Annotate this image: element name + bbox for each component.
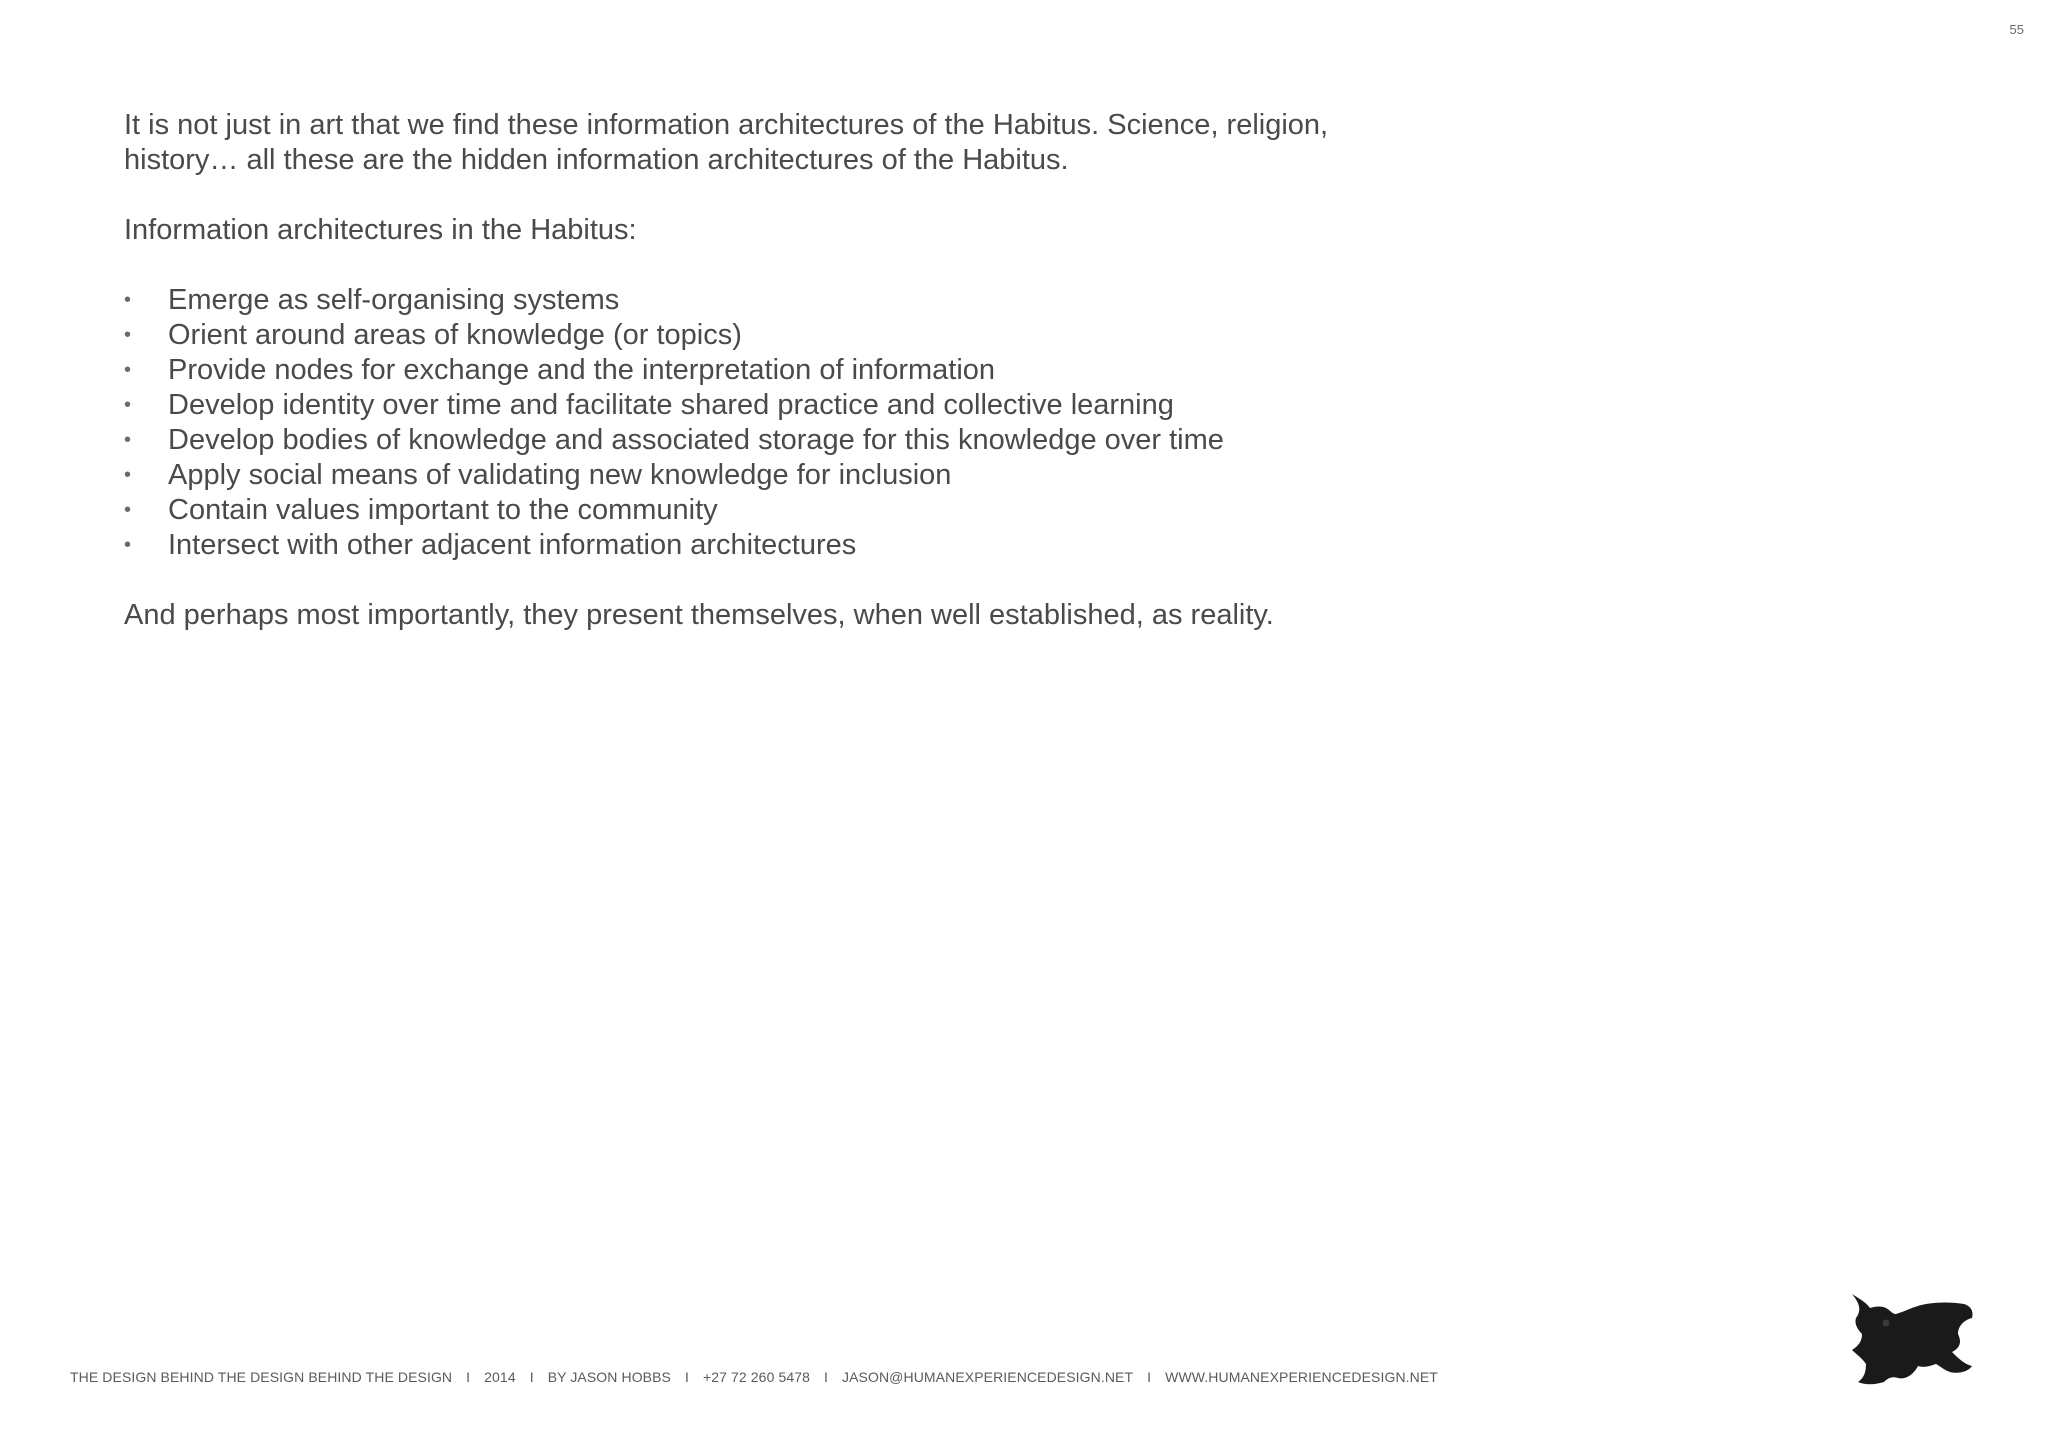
animal-silhouette-logo-icon (1848, 1292, 1976, 1404)
list-item-text: Develop bodies of knowledge and associated storage for this knowledge over time (168, 424, 1224, 456)
bullet-icon: • (124, 324, 132, 346)
list-item (124, 528, 1424, 563)
list-item-text: Orient around areas of knowledge (or topics) (168, 319, 742, 351)
bullet-icon: • (124, 359, 132, 381)
footer-email[interactable]: JASON@HUMANEXPERIENCEDESIGN.NET (842, 1369, 1134, 1385)
bullet-icon: • (124, 289, 132, 311)
list-item (124, 283, 1424, 318)
list-item-text: Emerge as self-organising systems (168, 284, 620, 316)
footer (70, 1369, 1438, 1385)
list-item-text: Apply social means of validating new knowledge for inclusion (168, 459, 952, 491)
list-item (124, 353, 1424, 388)
list-item (124, 388, 1424, 423)
bullet-icon: • (124, 464, 132, 486)
bullet-icon: • (124, 534, 132, 556)
list-heading: Information architectures in the Habitus: (124, 214, 637, 246)
footer-separator: I (529, 1369, 534, 1385)
list-item-text: Contain values important to the community (168, 494, 718, 526)
footer-separator: I (824, 1369, 828, 1385)
intro-paragraph: It is not just in art that we find these information architectures of the Habitus. Science, religion, history… all these are the hidden information architectures of the Habitus. (124, 109, 1329, 176)
list-item (124, 458, 1424, 493)
bullet-list (124, 283, 1424, 563)
page-number: 55 (2009, 22, 2024, 37)
bullet-icon: • (124, 499, 132, 521)
list-item-text: Intersect with other adjacent information architectures (168, 529, 857, 561)
bullet-icon: • (124, 429, 132, 451)
bullet-icon: • (124, 394, 132, 416)
footer-author: BY JASON HOBBS (547, 1369, 671, 1385)
main-content (124, 108, 1424, 633)
footer-separator: I (685, 1369, 689, 1385)
footer-separator: I (1147, 1369, 1152, 1385)
closing-paragraph: And perhaps most importantly, they present themselves, when well established, as reality. (124, 599, 1274, 631)
footer-phone: +27 72 260 5478 (703, 1369, 810, 1385)
list-item (124, 318, 1424, 353)
footer-title: THE DESIGN BEHIND THE DESIGN BEHIND THE DESIGN (70, 1369, 453, 1385)
list-item-text: Develop identity over time and facilitate shared practice and collective learning (168, 389, 1174, 421)
footer-website[interactable]: WWW.HUMANEXPERIENCEDESIGN.NET (1165, 1369, 1438, 1385)
list-item-text: Provide nodes for exchange and the interpretation of information (168, 354, 996, 386)
list-item (124, 423, 1424, 458)
footer-separator: I (466, 1369, 471, 1385)
list-item (124, 493, 1424, 528)
footer-year: 2014 (484, 1369, 516, 1385)
